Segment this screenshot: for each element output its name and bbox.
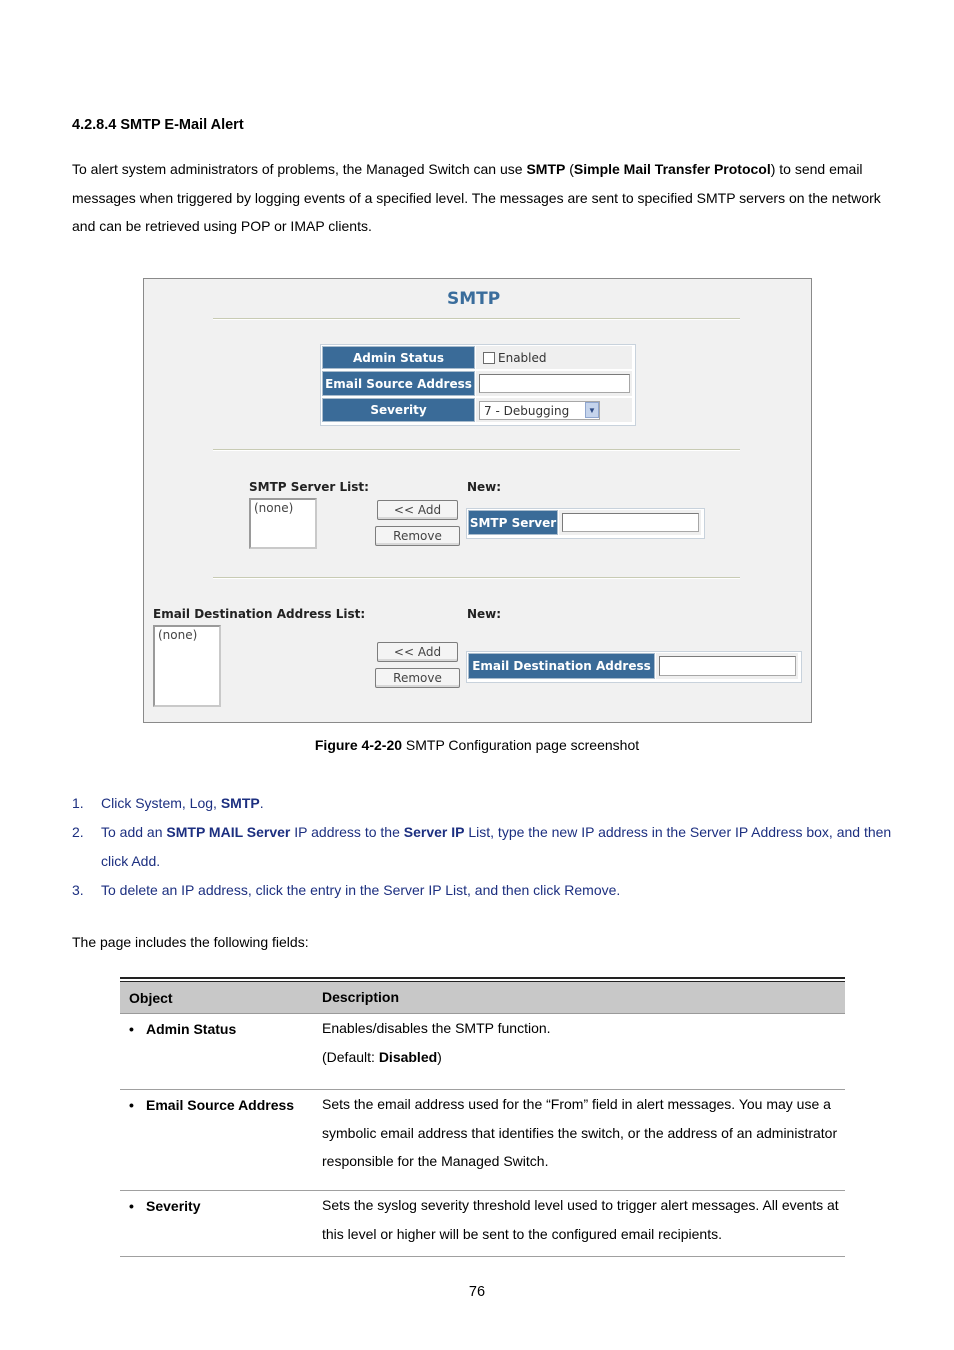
- intro-text: To alert system administrators of problems, the Managed Switch can use: [72, 161, 527, 177]
- divider: [213, 577, 740, 579]
- intro-paragraph: [72, 155, 892, 241]
- header-object: Object: [129, 989, 173, 1006]
- email-destination-listbox[interactable]: [153, 625, 221, 707]
- remove-server-button[interactable]: Remove: [375, 526, 460, 546]
- email-destination-label: Email Destination Address: [468, 653, 655, 679]
- table-header: [120, 982, 845, 1014]
- list-item: [72, 876, 892, 905]
- fields-intro: The page includes the following fields:: [72, 934, 309, 950]
- object-cell: [120, 1191, 322, 1256]
- step-number: 1.: [72, 795, 84, 811]
- object-name: Severity: [146, 1198, 201, 1214]
- object-cell: [120, 1090, 322, 1190]
- table-row: [120, 1014, 845, 1090]
- divider: [213, 318, 740, 320]
- caption-label: Figure 4-2-20: [314, 737, 403, 753]
- object-name: Email Source Address: [146, 1097, 295, 1113]
- section-heading: 4.2.8.4 SMTP E-Mail Alert: [72, 117, 244, 133]
- new-destination-label: New:: [467, 607, 502, 621]
- severity-label: Severity: [322, 398, 475, 422]
- list-item[interactable]: (none): [254, 501, 294, 515]
- bullet: •: [129, 1198, 134, 1214]
- step-bold: Server IP: [403, 824, 465, 840]
- smtp-server-label: SMTP Server: [468, 510, 558, 535]
- description-cell: Sets the syslog severity threshold level used to trigger alert messages. All events at this level or higher will be sent to the configured email recipients.: [322, 1197, 839, 1242]
- table-row: [120, 1090, 845, 1191]
- description-cell: [322, 1014, 845, 1089]
- smtp-server-list-label: SMTP Server List:: [249, 480, 369, 494]
- header-description: Description: [322, 989, 400, 1006]
- object-name: Admin Status: [146, 1021, 237, 1037]
- chevron-down-icon[interactable]: ▼: [585, 402, 599, 418]
- smtp-server-input[interactable]: [562, 513, 699, 532]
- add-destination-button[interactable]: << Add: [377, 642, 458, 662]
- fields-table: [120, 977, 845, 1257]
- step-text: Click System, Log,: [101, 795, 221, 811]
- admin-status-label: Admin Status: [322, 346, 475, 369]
- steps-list: [72, 789, 892, 905]
- email-destination-list-label: Email Destination Address List:: [153, 607, 366, 621]
- step-bold: SMTP: [220, 795, 260, 811]
- step-number: 3.: [72, 882, 84, 898]
- remove-destination-button[interactable]: Remove: [375, 668, 460, 688]
- list-item[interactable]: (none): [158, 628, 198, 642]
- default-value: Disabled: [378, 1048, 438, 1065]
- email-destination-input[interactable]: [659, 656, 796, 676]
- step-text: IP address to the: [290, 824, 404, 840]
- intro-text: ) to send email messages when triggered by logging events of a specified level. The messages are sent to specified SMTP servers on the network and can be retrieved using POP or IMAP clients.: [72, 161, 881, 234]
- description-text: ): [437, 1048, 442, 1065]
- figure-caption: [0, 737, 954, 753]
- page-number: 76: [468, 1284, 486, 1300]
- step-bold: SMTP MAIL Server: [166, 824, 291, 840]
- step-number: 2.: [72, 824, 84, 840]
- step-text: List, type the new IP address in the Server IP Address box, and then click Add.: [101, 824, 892, 869]
- add-server-button[interactable]: << Add: [377, 500, 458, 520]
- intro-text: (: [565, 161, 574, 177]
- enabled-label: Enabled: [498, 351, 547, 365]
- description-text: Enables/disables the SMTP function.: [322, 1020, 551, 1036]
- caption-text: SMTP Configuration page screenshot: [402, 737, 640, 753]
- severity-value: 7 - Debugging: [484, 404, 570, 418]
- intro-bold-smtp: SMTP: [526, 161, 566, 177]
- bullet: •: [129, 1097, 134, 1113]
- smtp-server-listbox[interactable]: [249, 498, 317, 549]
- step-text: To add an: [101, 824, 167, 840]
- description-cell: Sets the email address used for the “From” field in alert messages. You may use a symbolic email address that identifies the switch, or the address of an administrator responsible for the Managed Switch.: [322, 1096, 838, 1169]
- step-text: .: [259, 795, 264, 811]
- step-text: To delete an IP address, click the entry in the Server IP List, and then click Remove.: [101, 882, 621, 898]
- intro-bold-protocol: Simple Mail Transfer Protocol: [573, 161, 771, 177]
- smtp-title: SMTP: [447, 289, 501, 309]
- email-source-label: Email Source Address: [322, 371, 475, 396]
- bullet: •: [129, 1021, 134, 1037]
- list-item: [72, 818, 892, 876]
- object-cell: [120, 1014, 322, 1089]
- admin-status-checkbox[interactable]: [483, 352, 495, 364]
- list-item: [72, 789, 892, 818]
- description-text: (Default:: [322, 1048, 379, 1065]
- severity-select[interactable]: [479, 401, 600, 420]
- table-rule: [120, 977, 845, 979]
- new-server-label: New:: [467, 480, 502, 494]
- email-source-input[interactable]: [479, 374, 630, 393]
- divider: [213, 449, 740, 451]
- table-row: [120, 1191, 845, 1257]
- description-default: [322, 1043, 845, 1072]
